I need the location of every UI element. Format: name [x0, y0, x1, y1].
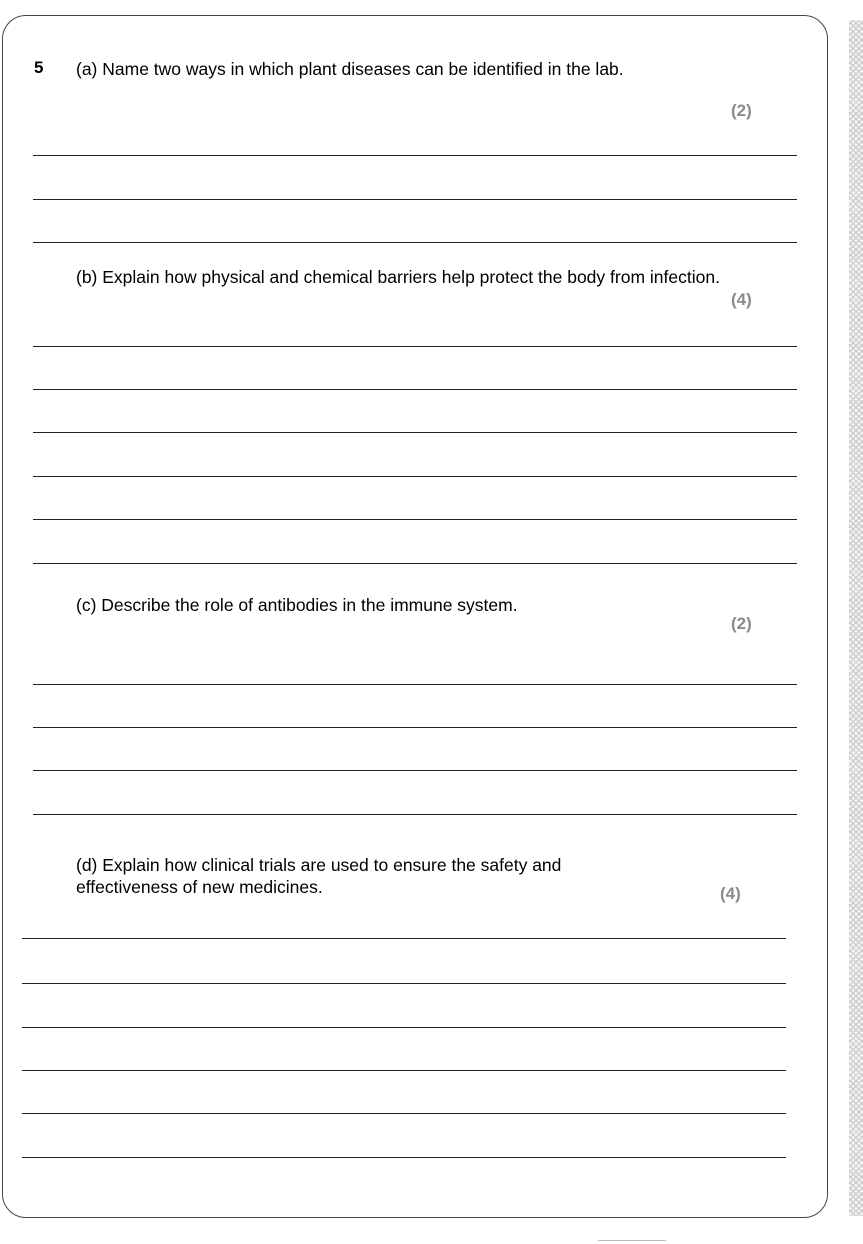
answer-line[interactable]: [33, 242, 797, 243]
answer-line[interactable]: [33, 346, 797, 347]
answer-line[interactable]: [22, 1157, 786, 1158]
answer-line[interactable]: [33, 563, 797, 564]
answer-line[interactable]: [33, 476, 797, 477]
part-b-text: (b) Explain how physical and chemical barriers help protect the body from infection.: [76, 267, 720, 287]
part-d-text: (d) Explain how clinical trials are used to ensure the safety and effectiveness of new medicines.: [76, 855, 562, 897]
answer-line[interactable]: [33, 519, 797, 520]
answer-line[interactable]: [22, 983, 786, 984]
answer-line[interactable]: [33, 770, 797, 771]
part-b-marks: (4): [731, 290, 752, 309]
answer-line[interactable]: [33, 389, 797, 390]
part-c-marks: (2): [731, 614, 752, 633]
answer-line[interactable]: [33, 727, 797, 728]
answer-line[interactable]: [22, 1113, 786, 1114]
part-c-text: (c) Describe the role of antibodies in the immune system.: [76, 595, 518, 615]
answer-line[interactable]: [22, 938, 786, 939]
part-a-marks: (2): [731, 101, 752, 120]
answer-line[interactable]: [22, 1070, 786, 1071]
answer-line[interactable]: [33, 814, 797, 815]
answer-line[interactable]: [22, 1027, 786, 1028]
answer-line[interactable]: [33, 432, 797, 433]
part-d-marks: (4): [720, 884, 741, 903]
margin-pattern-strip: [849, 20, 863, 1216]
page-edge-mark: [598, 1240, 666, 1241]
answer-line[interactable]: [33, 199, 797, 200]
part-a-text: (a) Name two ways in which plant diseases can be identified in the lab.: [76, 59, 624, 79]
question-number: 5: [34, 58, 44, 77]
question-frame: [2, 15, 828, 1218]
answer-line[interactable]: [33, 155, 797, 156]
answer-line[interactable]: [33, 684, 797, 685]
